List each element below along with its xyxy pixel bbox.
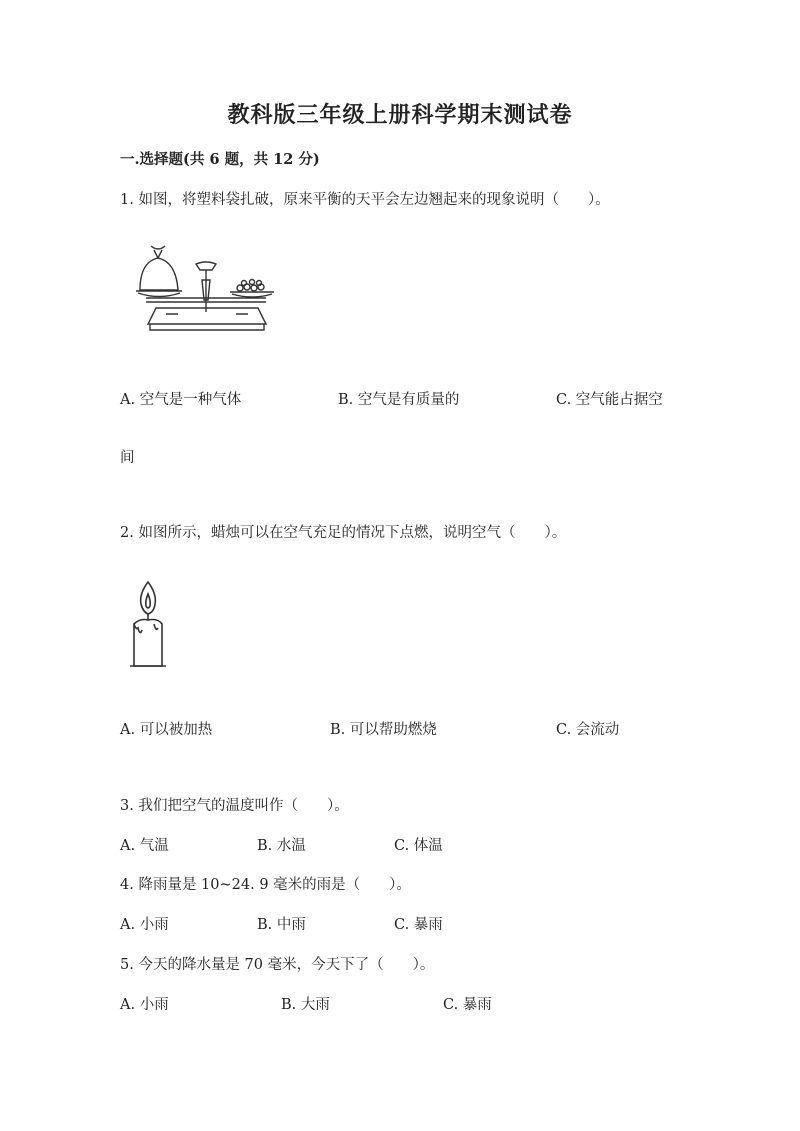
candle-icon (126, 578, 170, 672)
question-5-option-a[interactable]: A. 小雨 (120, 997, 169, 1013)
question-2-option-a[interactable]: A. 可以被加热 (120, 722, 213, 738)
question-4-option-c[interactable]: C. 暴雨 (394, 917, 443, 933)
question-3-stem: 3. 我们把空气的温度叫作（ ）。 (120, 798, 349, 814)
section-heading: 一.选择题(共 6 题，共 12 分) (120, 151, 320, 168)
question-1-option-b[interactable]: B. 空气是有质量的 (338, 392, 460, 408)
question-2-option-b[interactable]: B. 可以帮助燃烧 (330, 722, 437, 738)
question-1-stem: 1. 如图，将塑料袋扎破，原来平衡的天平会左边翘起来的现象说明（ ）。 (120, 192, 610, 208)
question-5-option-c[interactable]: C. 暴雨 (443, 997, 492, 1013)
page-title: 教科版三年级上册科学期末测试卷 (227, 102, 573, 128)
question-4-option-a[interactable]: A. 小雨 (120, 917, 169, 933)
question-1-option-c[interactable]: C. 空气能占据空 (556, 392, 663, 408)
question-5-stem: 5. 今天的降水量是 70 毫米，今天下了（ ）。 (120, 957, 435, 973)
question-1-option-c-wrap: 间 (120, 450, 135, 466)
question-3-option-c[interactable]: C. 体温 (394, 838, 443, 854)
question-4-stem: 4. 降雨量是 10~24. 9 毫米的雨是（ ）。 (120, 877, 411, 893)
question-2-stem: 2. 如图所示，蜡烛可以在空气充足的情况下点燃，说明空气（ ）。 (120, 525, 567, 541)
balance-scale-icon (126, 240, 278, 342)
question-2-option-c[interactable]: C. 会流动 (556, 722, 620, 738)
question-1-option-a[interactable]: A. 空气是一种气体 (120, 392, 242, 408)
question-4-option-b[interactable]: B. 中雨 (257, 917, 306, 933)
question-3-option-a[interactable]: A. 气温 (120, 838, 169, 854)
question-3-option-b[interactable]: B. 水温 (257, 838, 306, 854)
question-5-option-b[interactable]: B. 大雨 (281, 997, 330, 1013)
